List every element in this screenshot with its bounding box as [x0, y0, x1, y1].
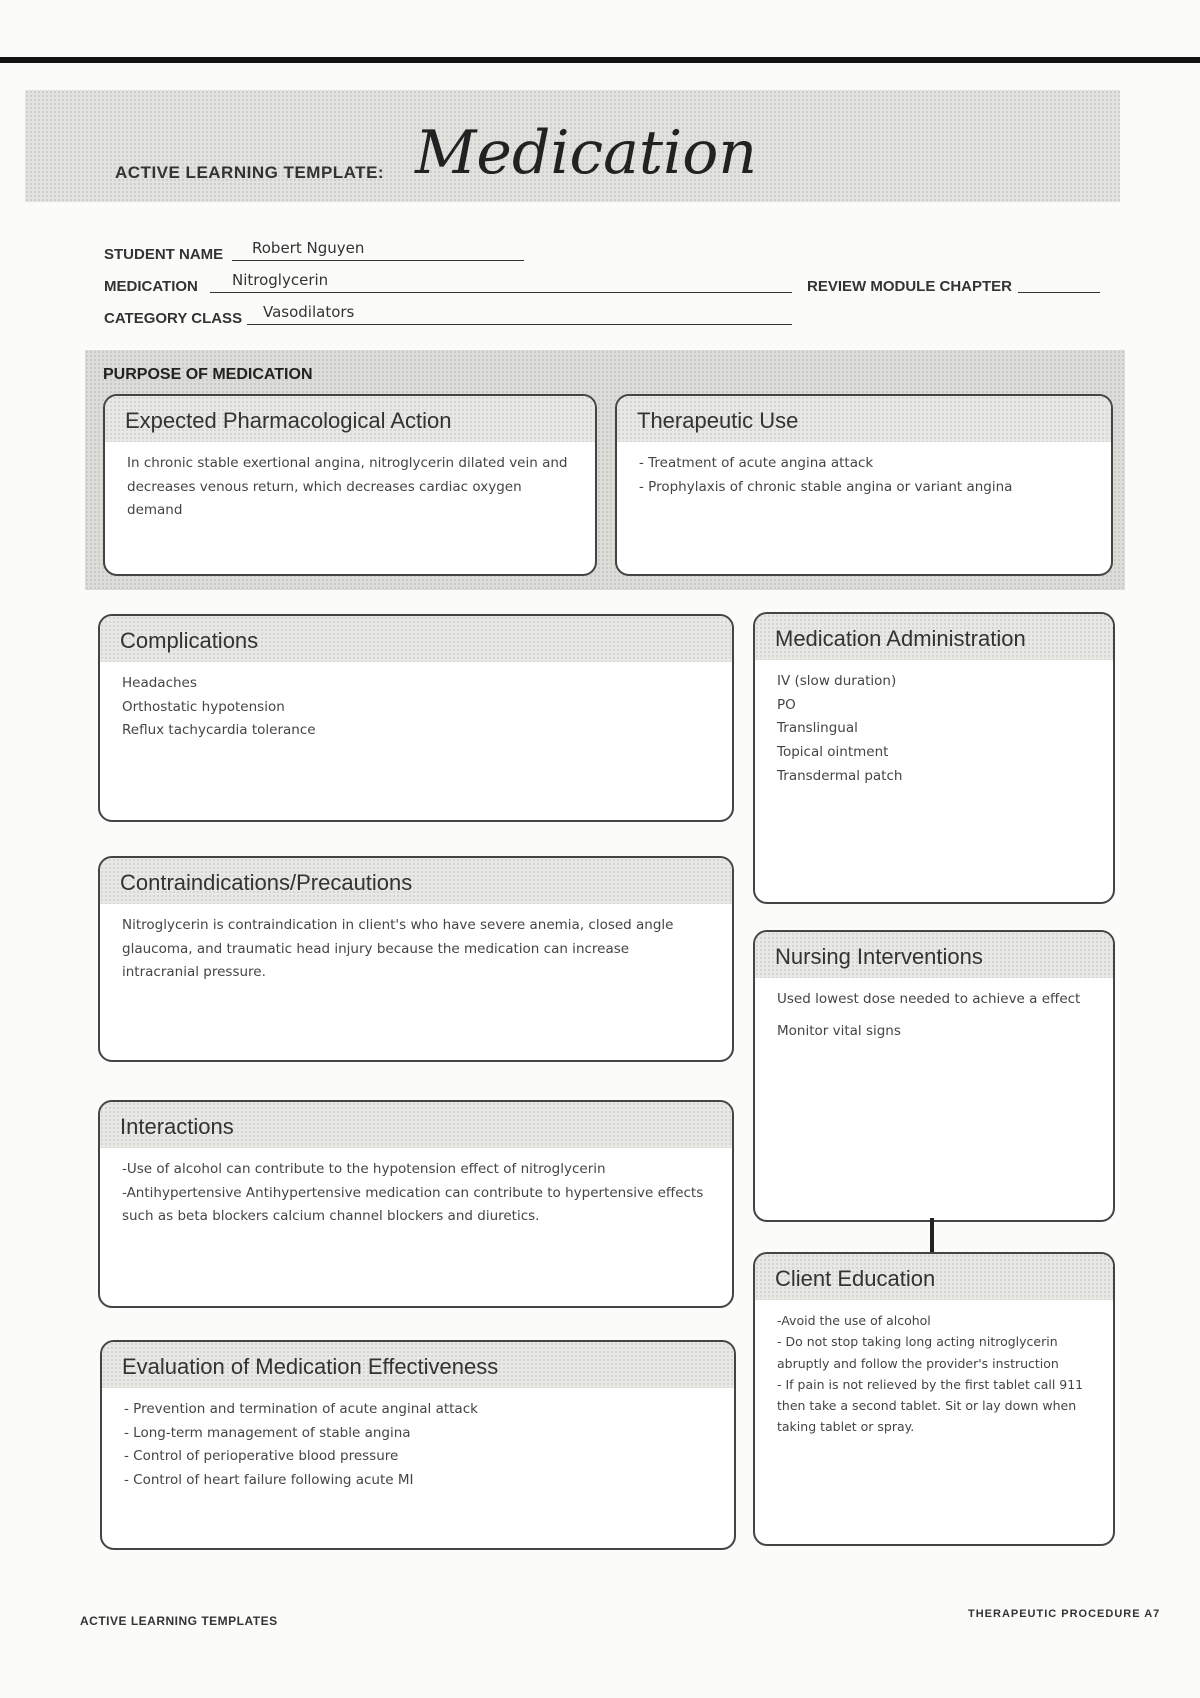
page-title: Medication	[415, 118, 757, 188]
list-item: Reflux tachycardia tolerance	[122, 722, 316, 739]
list-item: - Prevention and termination of acute anginal attack	[124, 1401, 478, 1417]
list-item: - If pain is not relieved by the first tablet call 911 then take a second tablet. Sit or lay down when taking tablet or spray.	[777, 1376, 1084, 1435]
therapeutic-use-box	[615, 394, 1113, 576]
category-line	[247, 324, 792, 325]
contraindications-body	[100, 904, 732, 995]
expected-action-box	[103, 394, 597, 576]
nursing-title: Nursing Interventions	[755, 932, 1113, 978]
list-item: Headaches	[122, 675, 197, 691]
list-item: Used lowest dose needed to achieve a effect	[777, 991, 1081, 1007]
therapeutic-use-body	[617, 442, 1111, 509]
list-item: Orthostatic hypotension	[122, 698, 285, 715]
nursing-box	[753, 930, 1115, 1222]
purpose-label: PURPOSE OF MEDICATION	[103, 366, 313, 383]
list-item: Topical ointment	[777, 743, 889, 760]
complications-body	[100, 662, 732, 753]
client-education-title: Client Education	[755, 1254, 1113, 1300]
list-item: Transdermal patch	[777, 767, 903, 784]
student-name-label: STUDENT NAME	[104, 246, 224, 263]
administration-title: Medication Administration	[755, 614, 1113, 660]
list-item: Translingual	[777, 720, 858, 737]
expected-action-title: Expected Pharmacological Action	[105, 396, 595, 442]
client-education-box	[753, 1252, 1115, 1546]
medication-value[interactable]: Nitroglycerin	[232, 271, 329, 289]
list-item: -Avoid the use of alcohol	[777, 1313, 931, 1328]
top-border	[0, 57, 1200, 63]
review-module-line[interactable]	[1018, 292, 1100, 293]
nursing-body	[755, 978, 1113, 1053]
category-value[interactable]: Vasodilators	[263, 303, 355, 321]
list-item: - Prophylaxis of chronic stable angina or variant angina	[639, 478, 1013, 495]
interactions-box	[98, 1100, 734, 1308]
evaluation-body	[102, 1388, 734, 1503]
therapeutic-use-title: Therapeutic Use	[617, 396, 1111, 442]
complications-box	[98, 614, 734, 822]
list-item: - Treatment of acute angina attack	[639, 455, 874, 471]
review-module-label: REVIEW MODULE CHAPTER	[807, 278, 1013, 295]
expected-action-text: In chronic stable exertional angina, nitroglycerin dilated vein and decreases venous return, which decreases cardiac oxygen demand	[127, 455, 568, 519]
contraindications-title: Contraindications/Precautions	[100, 858, 732, 904]
interactions-body	[100, 1148, 732, 1239]
complications-title: Complications	[100, 616, 732, 662]
list-item: - Control of heart failure following acute MI	[124, 1471, 414, 1488]
expected-action-body	[105, 442, 595, 533]
list-item: - Long-term management of stable angina	[124, 1424, 411, 1441]
student-name-line	[232, 260, 524, 261]
list-item: Monitor vital signs	[777, 1022, 901, 1039]
list-item: - Control of perioperative blood pressure	[124, 1448, 399, 1465]
evaluation-box	[100, 1340, 736, 1550]
list-item: IV (slow duration)	[777, 673, 897, 689]
interactions-title: Interactions	[100, 1102, 732, 1148]
footer-right: THERAPEUTIC PROCEDURE A7	[968, 1608, 1161, 1620]
list-item: -Use of alcohol can contribute to the hypotension effect of nitroglycerin	[122, 1161, 606, 1177]
connector-line	[930, 1218, 934, 1252]
list-item: - Do not stop taking long acting nitroglycerin abruptly and follow the provider's instruction	[777, 1334, 1059, 1371]
category-label: CATEGORY CLASS	[104, 310, 243, 327]
client-education-body	[755, 1300, 1113, 1448]
student-name-value[interactable]: Robert Nguyen	[252, 239, 365, 257]
medication-label: MEDICATION	[104, 278, 198, 295]
header-band	[25, 90, 1120, 202]
list-item: PO	[777, 696, 796, 713]
contraindications-text: Nitroglycerin is contraindication in client's who have severe anemia, closed angle glaucoma, and traumatic head injury because the medication can increase intracranial pressure.	[122, 917, 674, 981]
list-item: -Antihypertensive Antihypertensive medication can contribute to hypertensive effects such as beta blockers calcium channel blockers and diuretics.	[122, 1184, 704, 1225]
contraindications-box	[98, 856, 734, 1062]
medication-line	[210, 292, 792, 293]
template-label: ACTIVE LEARNING TEMPLATE:	[115, 163, 385, 182]
evaluation-title: Evaluation of Medication Effectiveness	[102, 1342, 734, 1388]
footer-left: ACTIVE LEARNING TEMPLATES	[80, 1614, 278, 1628]
administration-body	[755, 660, 1113, 798]
administration-box	[753, 612, 1115, 904]
